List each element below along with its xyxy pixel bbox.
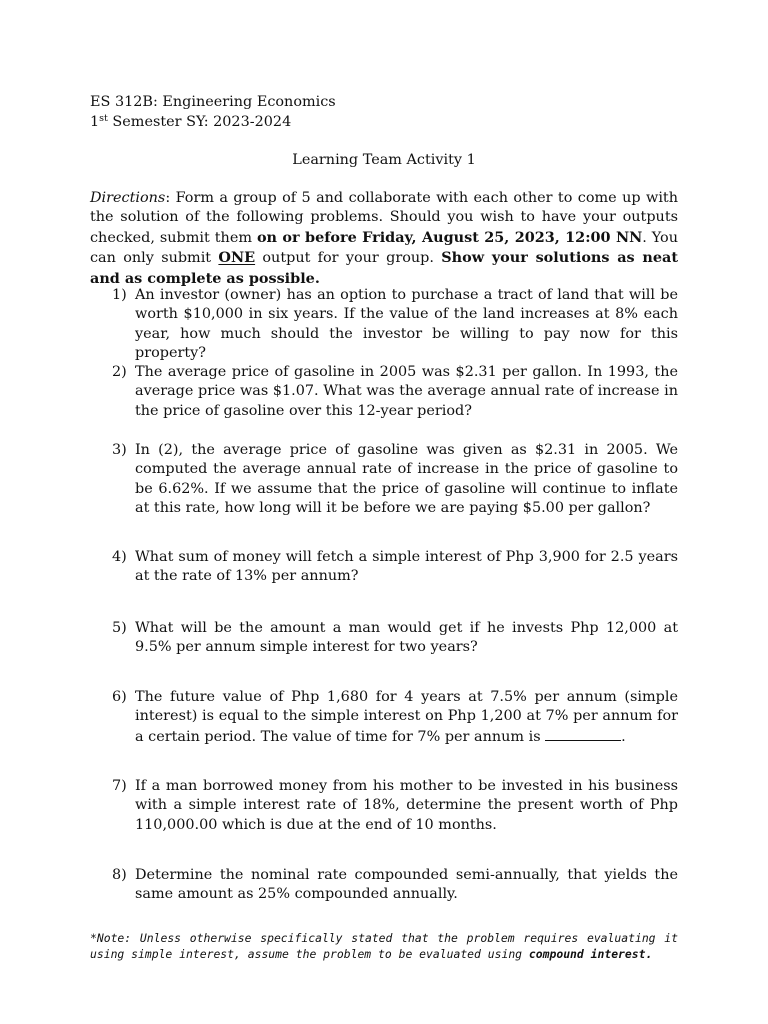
semester-ordinal-suffix: st [99,113,108,124]
directions-text-2: . You can only submit [90,229,678,267]
submission-limit-one: ONE [218,249,256,267]
problem-number: 7) [112,778,127,794]
problem-text [135,688,678,747]
answer-blank-line [545,727,621,741]
problem-item-7 [112,777,678,835]
directions-paragraph [90,189,678,289]
problem-text-end: . [621,728,626,745]
directions-text-3: output for your group. [255,250,442,267]
footnote-text: *Note: Unless otherwise specifically stated that the problem requires evaluating it using simple interest, assume the problem to be evaluated using [90,931,678,961]
semester-school-year: Semester SY: 2023-2024 [107,114,292,130]
footnote-emphasis: compound interest. [528,947,653,961]
problem-item-3 [112,441,678,519]
problem-number: 5) [112,620,127,636]
problem-text: The average price of gasoline in 2005 was $2.31 per gallon. In 1993, the average price was $1.07. What was the average annual rate of increase in the price of gasoline over this 12-year period? [135,364,678,419]
problem-number: 6) [112,689,127,705]
problem-item-5 [112,619,678,658]
problem-item-4 [112,548,678,587]
problem-text: In (2), the average price of gasoline was given as $2.31 in 2005. We computed the average annual rate of increase in the price of gasoline to be 6.62%. If we assume that the price of gasoline will continue to inflate at this rate, how long will it be before we are paying $5.00 per gallon? [135,442,678,517]
problem-text: What sum of money will fetch a simple interest of Php 3,900 for 2.5 years at the rate of 13% per annum? [135,549,678,585]
problem-text: An investor (owner) has an option to purchase a tract of land that will be worth $10,000 in six years. If the value of the land increases at 8% each year, how much should the investor be willing to pay now for this property? [135,287,678,362]
problem-number: 2) [112,364,127,380]
problem-text: If a man borrowed money from his mother to be invested in his business with a simple interest rate of 18%, determine the present worth of Php 110,000.00 which is due at the end of 10 months. [135,778,678,833]
problem-text-body: The future value of Php 1,680 for 4 years at 7.5% per annum (simple interest) is equal to the simple interest on Php 1,200 at 7% per annum for a certain period. The value of time for 7% per annum is [135,689,678,745]
directions-colon: : [165,190,171,206]
problem-number: 4) [112,549,127,565]
semester-number: 1 [90,114,100,130]
submission-deadline: on or before Friday, August 25, 2023, 12:00 NN [256,228,643,246]
directions-label: Directions [90,190,166,206]
problem-item-6 [112,688,678,747]
problem-number: 1) [112,287,127,303]
directions-text-1: Form a group of 5 and collaborate with each other to come up with the solution of the following problems. Should you wish to have your outputs checked, submit them [90,190,678,246]
semester-line [90,113,690,132]
problem-item-2 [112,363,678,421]
problem-number: 8) [112,867,127,883]
course-title: ES 312B: Engineering Economics [90,94,336,110]
problem-item-8 [112,866,678,905]
activity-title: Learning Team Activity 1 [292,152,476,168]
problem-text: Determine the nominal rate compounded semi-annually, that yields the same amount as 25% compounded annually. [135,867,678,903]
footnote [90,930,678,962]
problem-item-1 [112,286,678,364]
problem-text: What will be the amount a man would get if he invests Php 12,000 at 9.5% per annum simple interest for two years? [135,620,678,656]
directions-emphasis: Show your solutions as neat and as complete as possible. [90,249,678,287]
problem-number: 3) [112,442,127,458]
